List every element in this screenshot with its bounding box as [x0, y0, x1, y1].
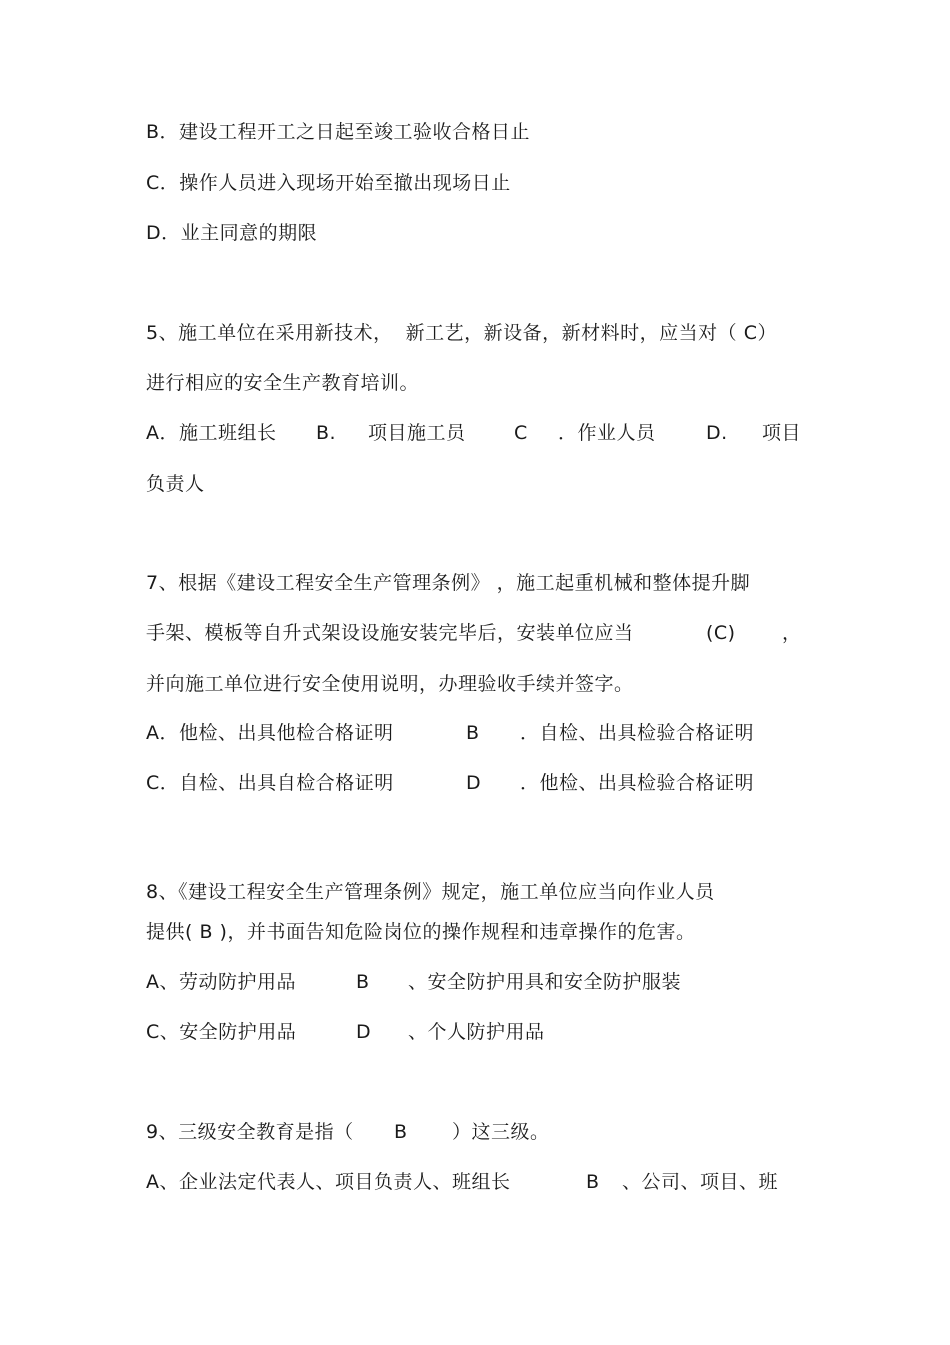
q4-option-b: B．建设工程开工之日起至竣工验收合格日止 [146, 121, 531, 143]
q5-option-c-letter: C [514, 422, 528, 444]
q7-option-c: C．自检、出具自检合格证明 [146, 772, 394, 794]
q8-option-b-text: 、安全防护用具和安全防护服装 [408, 971, 682, 993]
q7-option-a: A．他检、出具他检合格证明 [146, 722, 394, 744]
q7-option-d-letter: D [466, 772, 482, 794]
q5-option-b-text: 项目施工员 [368, 422, 466, 444]
q7-stem-line2: 手架、模板等自升式架设设施安装完毕后，安装单位应当 [146, 622, 634, 644]
q7-answer: (C) [706, 622, 736, 644]
q8-option-c: C、安全防护用品 [146, 1021, 297, 1043]
q5-option-d-letter: D. [706, 422, 728, 444]
q7-stem-line1: 7、根据《建设工程安全生产管理条例》 ，施工起重机械和整体提升脚 [146, 572, 751, 594]
q5-stem-line2: 进行相应的安全生产教育培训。 [146, 372, 420, 394]
q9-answer: B [394, 1121, 408, 1143]
q7-option-d-text: ．他检、出具检验合格证明 [520, 772, 755, 794]
q8-option-a: A、劳动防护用品 [146, 971, 296, 993]
q5-option-d-text: 项目 [762, 422, 802, 444]
q9-stem-end: ）这三级。 [452, 1121, 550, 1143]
q9-option-a: A、企业法定代表人、项目负责人、班组长 [146, 1171, 511, 1193]
q8-option-d-letter: D [356, 1021, 372, 1043]
q8-option-b-letter: B [356, 971, 370, 993]
q5-option-b-letter: B. [316, 422, 337, 444]
q7-option-b-text: ．自检、出具检验合格证明 [520, 722, 755, 744]
q5-stem-line1: 5、施工单位在采用新技术， 新工艺，新设备，新材料时，应当对（ C） [146, 322, 777, 344]
q8-option-d-text: 、个人防护用品 [408, 1021, 545, 1043]
q5-option-a: A．施工班组长 [146, 422, 277, 444]
q7-option-b-letter: B [466, 722, 480, 744]
q8-stem-line1: 8、《建设工程安全生产管理条例》规定，施工单位应当向作业人员 [146, 881, 715, 903]
q5-option-c-text: ．作业人员 [558, 422, 656, 444]
q9-option-b-text: 、公司、项目、班 [622, 1171, 779, 1193]
q4-option-d: D．业主同意的期限 [146, 222, 318, 244]
q9-option-b-letter: B [586, 1171, 600, 1193]
q7-stem-line3: 并向施工单位进行安全使用说明，办理验收手续并签字。 [146, 673, 634, 695]
q7-comma: ， [782, 622, 802, 644]
q9-stem-start: 9、三级安全教育是指（ [146, 1121, 354, 1143]
q5-option-d-continued: 负责人 [146, 473, 205, 495]
q8-stem-line2: 提供( B )，并书面告知危险岗位的操作规程和违章操作的危害。 [146, 921, 696, 943]
q4-option-c: C．操作人员进入现场开始至撤出现场日止 [146, 172, 511, 194]
